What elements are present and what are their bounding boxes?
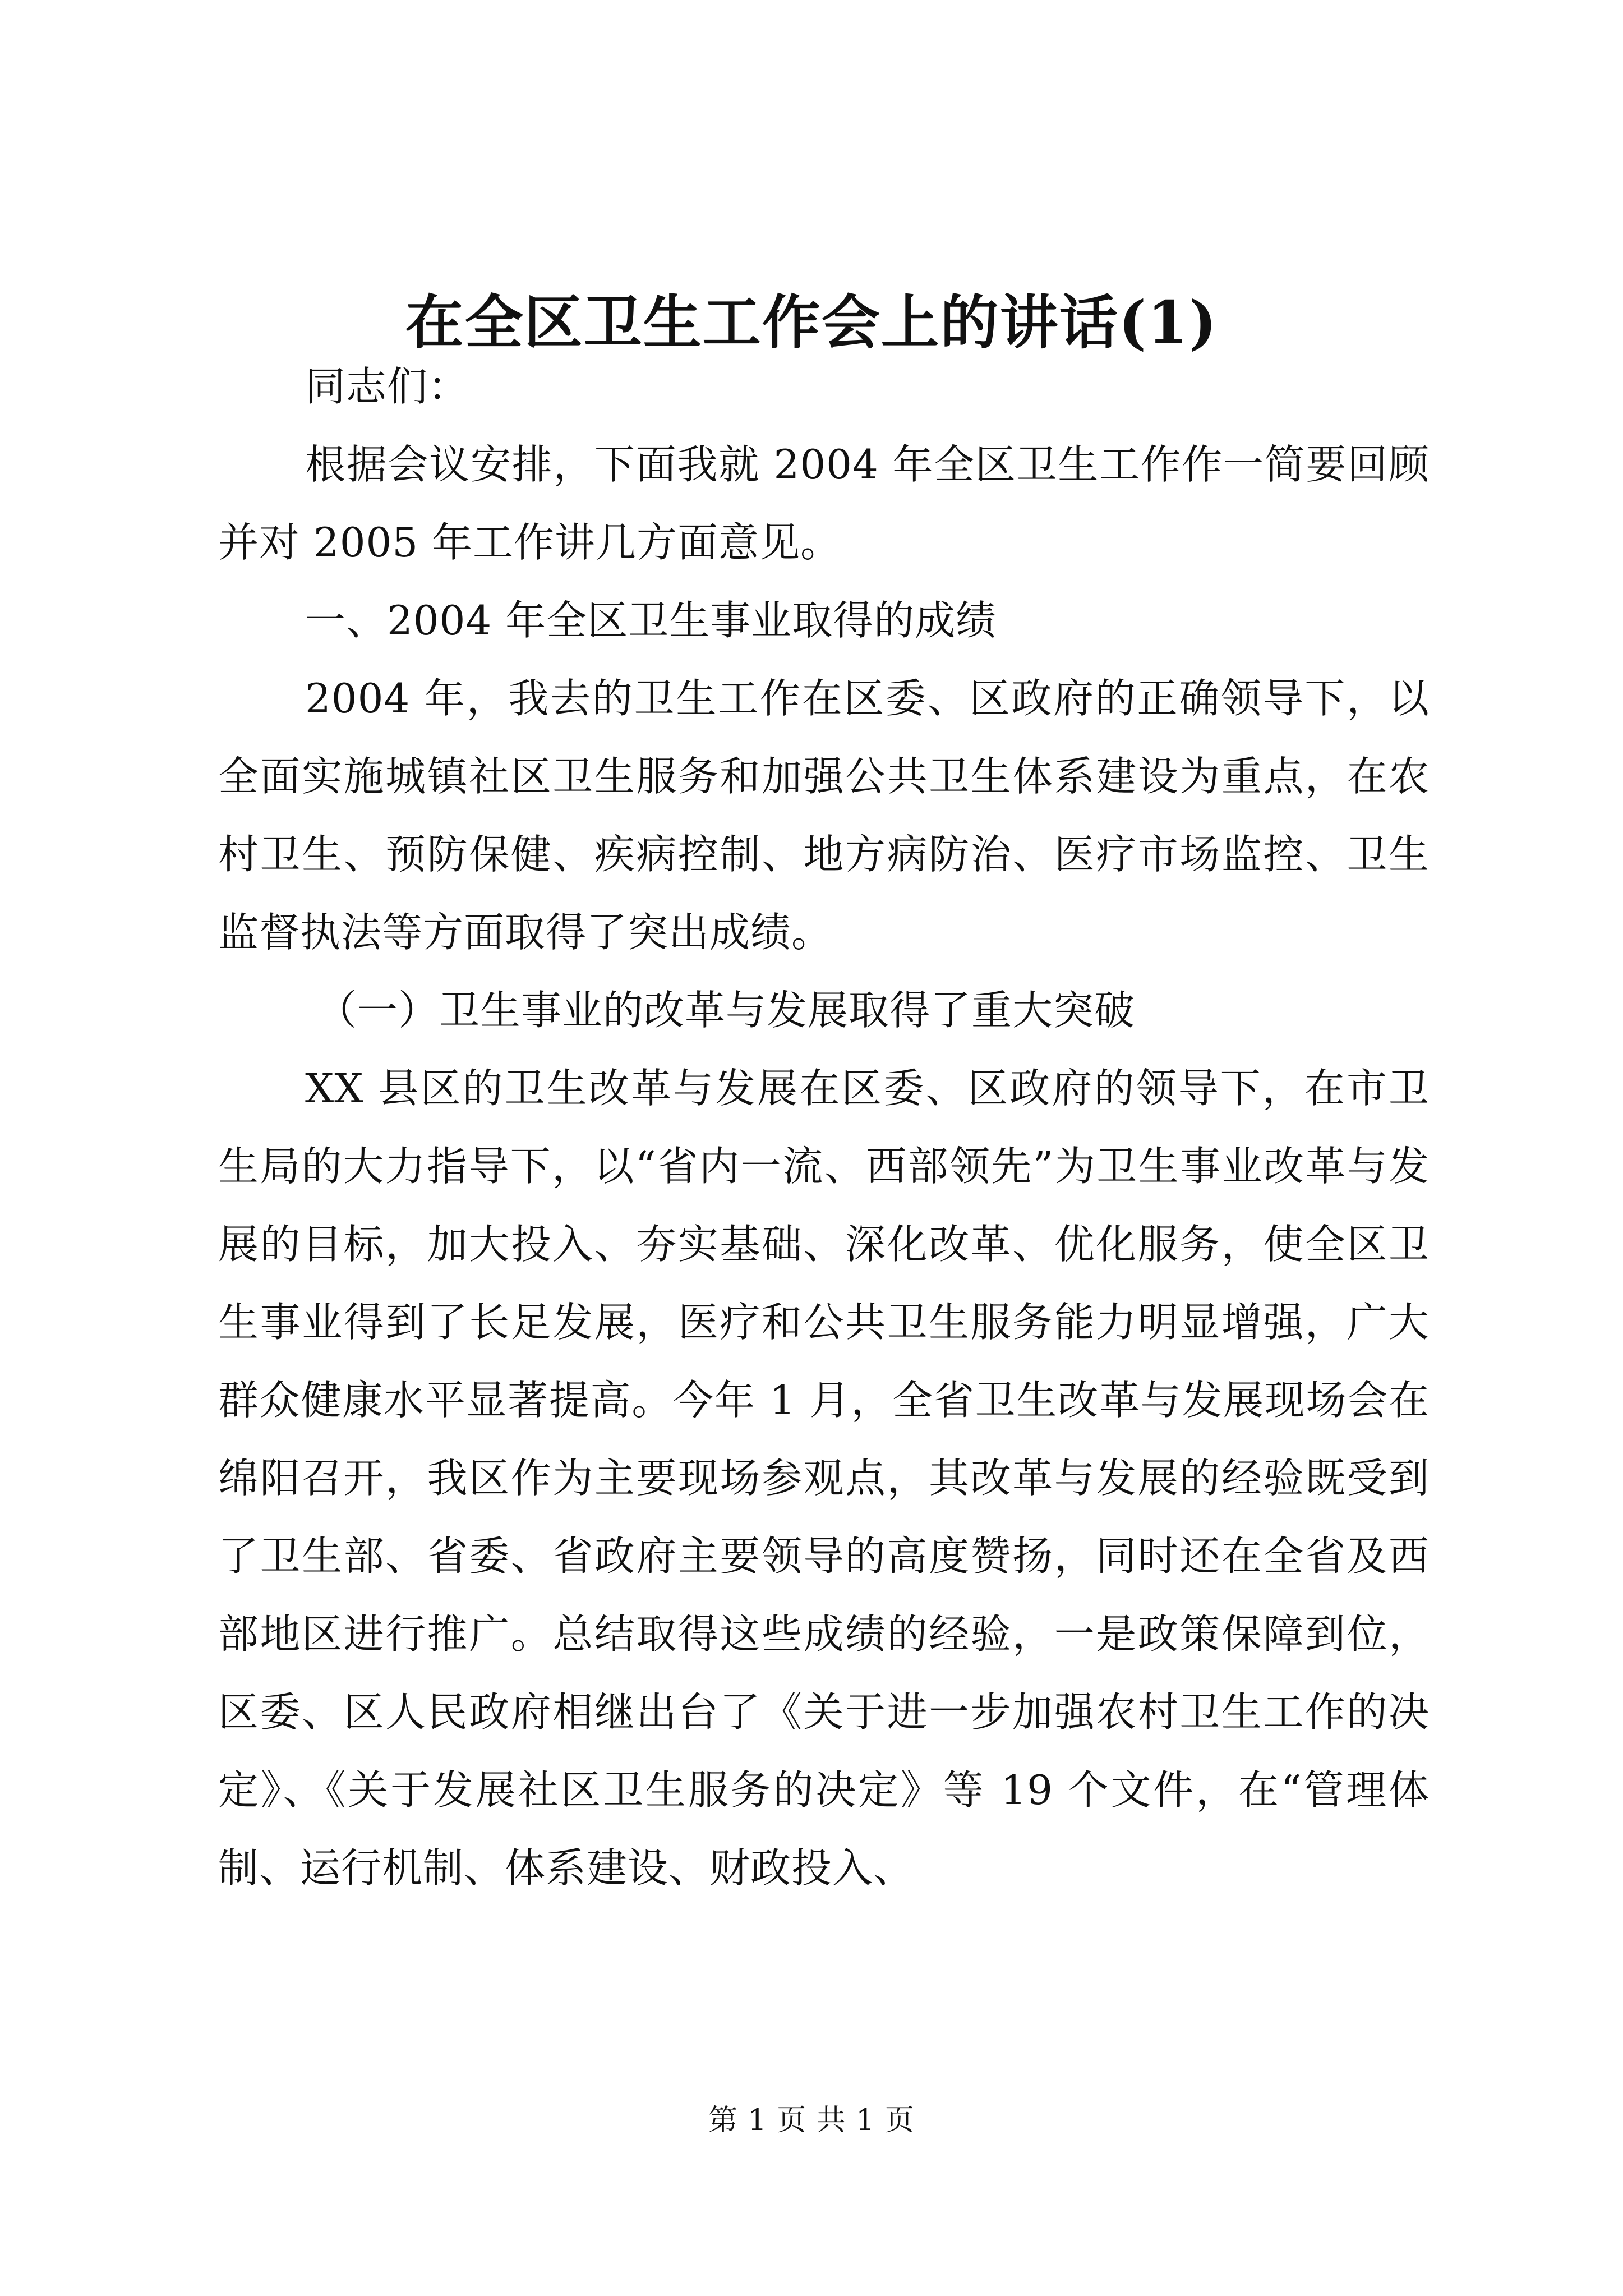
reform-paragraph: XX 县区的卫生改革与发展在区委、区政府的领导下，在市卫生局的大力指导下，以“省内一流、西部领先”为卫生事业改革与发展的目标，加大投入、夯实基础、深化改革、优化服务，使全区卫生事业得到了长足发展，医疗和公共卫生服务能力明显增强，广大群众健康水平显著提高。今年 1 月，全省卫生改革与发展现场会在绵阳召开，我区作为主要现场参观点，其改革与发展的经验既受到了卫生部、省委、省政府主要领导的高度赞扬，同时还在全省及西部地区进行推广。总结取得这些成绩的经验，一是政策保障到位，区委、区人民政府相继出台了《关于进一步加强农村卫生工作的决定》、《关于发展社区卫生服务的决定》等 19 个文件，在“管理体制、运行机制、体系建设、财政投入、 [218, 1065, 1430, 1892]
page-footer: 第 1 页 共 1 页 [708, 2104, 915, 2137]
salutation-paragraph: 同志们： [305, 363, 469, 410]
document-title: 在全区卫生工作会上的讲话(1) [405, 288, 1218, 357]
section-heading: 一、2004 年全区卫生事业取得的成绩 [305, 597, 997, 644]
achievements-paragraph: 2004 年，我去的卫生工作在区委、区政府的正确领导下，以全面实施城镇社区卫生服务和加强公共卫生体系建设为重点，在农村卫生、预防保健、疾病控制、地方病防治、医疗市场监控、卫生监督执法等方面取得了突出成绩。 [218, 675, 1430, 956]
intro-paragraph: 根据会议安排，下面我就 2004 年全区卫生工作作一简要回顾并对 2005 年工作讲几方面意见。 [218, 441, 1430, 566]
document-body [218, 348, 1430, 1907]
subsection-heading: （一）卫生事业的改革与发展取得了重大突破 [316, 987, 1136, 1034]
